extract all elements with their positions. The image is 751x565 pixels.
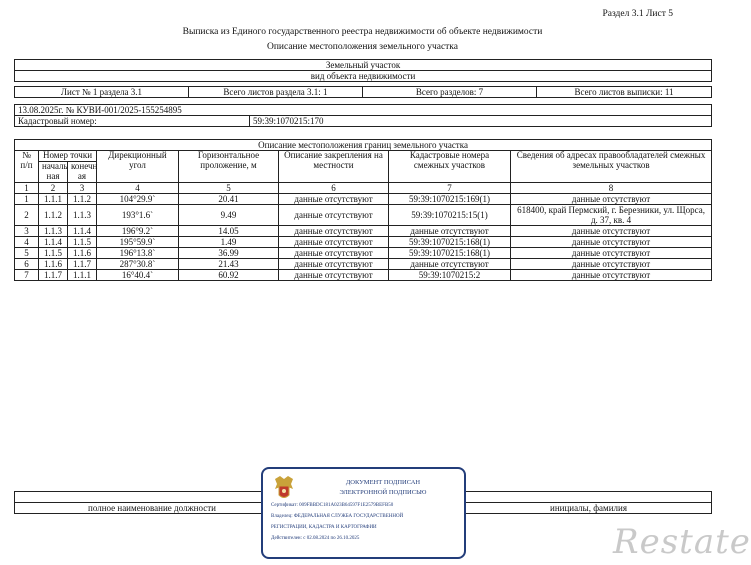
end-point: 1.1.7 [68, 259, 97, 270]
table-row [15, 226, 712, 237]
e-signature-stamp [261, 467, 466, 559]
name-blank [466, 492, 712, 503]
horizontal-length: 20.41 [179, 194, 279, 205]
sheet-label: Раздел 3.1 Лист 5 [602, 9, 673, 19]
fixation-description: данные отсутствуют [279, 270, 389, 281]
owner-address: 618400, край Пермский, г. Березники, ул. Щорса, д. 37, кв. 4 [511, 205, 712, 226]
horizontal-length: 60.92 [179, 270, 279, 281]
name-label: инициалы, фамилия [466, 503, 712, 514]
col-number: 1 [15, 183, 39, 194]
adjacent-cadastral: 59:39:1070215:2 [389, 270, 511, 281]
direction-angle: 104°29.9` [97, 194, 179, 205]
adjacent-cadastral: 59:39:1070215:15(1) [389, 205, 511, 226]
horizontal-length: 9.49 [179, 205, 279, 226]
adjacent-cadastral: 59:39:1070215:168(1) [389, 237, 511, 248]
header-angle: Дирекционный угол [97, 151, 179, 183]
row-number: 2 [15, 205, 39, 226]
owner-address: данные отсутствуют [511, 226, 712, 237]
watermark-logo: Restate [613, 522, 751, 562]
adjacent-cadastral: 59:39:1070215:168(1) [389, 248, 511, 259]
adjacent-cadastral: данные отсутствуют [389, 259, 511, 270]
stamp-owner-line2: РЕГИСТРАЦИИ, КАДАСТРА И КАРТОГРАФИИ [271, 525, 377, 530]
stamp-subtitle: ЭЛЕКТРОННОЙ ПОДПИСЬЮ [339, 489, 427, 496]
cadastral-label: Кадастровый номер: [15, 116, 250, 127]
document-subtitle: Описание местоположения земельного участка [266, 42, 459, 52]
col-number: 5 [179, 183, 279, 194]
document-title: Выписка из Единого государственного реестра недвижимости об объекте недвижимости [182, 27, 543, 37]
row-number: 3 [15, 226, 39, 237]
row-number: 4 [15, 237, 39, 248]
table-row [15, 194, 712, 205]
end-point: 1.1.6 [68, 248, 97, 259]
col-number: 4 [97, 183, 179, 194]
stamp-validity: Действителен: с 02.08.2024 по 26.10.2025 [271, 536, 360, 541]
col-number: 3 [68, 183, 97, 194]
horizontal-length: 14.05 [179, 226, 279, 237]
table-row [15, 270, 712, 281]
fixation-description: данные отсутствуют [279, 205, 389, 226]
sections-total: Всего разделов: 7 [363, 87, 537, 98]
position-label: полное наименование должности [15, 503, 290, 514]
fixation-description: данные отсутствуют [279, 248, 389, 259]
direction-angle: 193°1.6` [97, 205, 179, 226]
owner-address: данные отсутствуют [511, 194, 712, 205]
sheet-info: Лист № 1 раздела 3.1 [15, 87, 189, 98]
adjacent-cadastral: 59:39:1070215:169(1) [389, 194, 511, 205]
sheets-total: Всего листов выписки: 11 [537, 87, 712, 98]
owner-address: данные отсутствуют [511, 270, 712, 281]
end-point: 1.1.4 [68, 226, 97, 237]
col-number: 2 [39, 183, 68, 194]
start-point: 1.1.1 [39, 194, 68, 205]
end-point: 1.1.1 [68, 270, 97, 281]
direction-angle: 287°30.8` [97, 259, 179, 270]
row-number: 7 [15, 270, 39, 281]
row-number: 5 [15, 248, 39, 259]
col-number: 8 [511, 183, 712, 194]
object-kind: вид объекта недвижимости [15, 71, 712, 82]
table-row [15, 259, 712, 270]
col-number: 6 [279, 183, 389, 194]
header-end: конечн ая [68, 162, 97, 183]
header-fix-desc: Описание закрепления на местности [279, 151, 389, 183]
horizontal-length: 36.99 [179, 248, 279, 259]
meta-table [14, 104, 712, 127]
owner-address: данные отсутствуют [511, 237, 712, 248]
horizontal-length: 21.43 [179, 259, 279, 270]
coat-of-arms-icon [271, 473, 297, 503]
start-point: 1.1.3 [39, 226, 68, 237]
start-point: 1.1.5 [39, 248, 68, 259]
direction-angle: 196°13.8` [97, 248, 179, 259]
header-start: началь ная [39, 162, 68, 183]
boundaries-table [14, 139, 712, 281]
start-point: 1.1.6 [39, 259, 68, 270]
fixation-description: данные отсутствуют [279, 226, 389, 237]
start-point: 1.1.7 [39, 270, 68, 281]
header-owners: Сведения об адресах правообладателей смежных земельных участков [511, 151, 712, 183]
table-row [15, 248, 712, 259]
adjacent-cadastral: данные отсутствуют [389, 226, 511, 237]
date-number: 13.08.2025г. № КУВИ-001/2025-155254895 [15, 105, 712, 116]
start-point: 1.1.4 [39, 237, 68, 248]
col-number: 7 [389, 183, 511, 194]
end-point: 1.1.3 [68, 205, 97, 226]
cadastral-number: 59:39:1070215:170 [250, 116, 712, 127]
sheets-in-section: Всего листов раздела 3.1: 1 [189, 87, 363, 98]
row-number: 6 [15, 259, 39, 270]
end-point: 1.1.2 [68, 194, 97, 205]
stamp-title: ДОКУМЕНТ ПОДПИСАН [345, 479, 421, 486]
owner-address: данные отсутствуют [511, 248, 712, 259]
header-num: № п/п [15, 151, 39, 183]
row-number: 1 [15, 194, 39, 205]
direction-angle: 16°40.4` [97, 270, 179, 281]
horizontal-length: 1.49 [179, 237, 279, 248]
stamp-owner-line1: Владелец: ФЕДЕРАЛЬНАЯ СЛУЖБА ГОСУДАРСТВЕННОЙ [271, 514, 404, 519]
header-length: Горизонтальное проложение, м [179, 151, 279, 183]
stamp-certificate: Сертификат: 009FBBDC181A023B64597F1E2579BEFB50 [271, 503, 394, 508]
fixation-description: данные отсутствуют [279, 237, 389, 248]
table-row [15, 205, 712, 226]
end-point: 1.1.5 [68, 237, 97, 248]
fixation-description: данные отсутствуют [279, 194, 389, 205]
owner-address: данные отсутствуют [511, 259, 712, 270]
header-adjacent: Кадастровые номера смежных участков [389, 151, 511, 183]
start-point: 1.1.2 [39, 205, 68, 226]
header-point-no: Номер точки [39, 151, 97, 162]
header-table [14, 59, 712, 98]
object-type: Земельный участок [15, 60, 712, 71]
direction-angle: 196°9.2` [97, 226, 179, 237]
boundaries-title: Описание местоположения границ земельного участка [15, 140, 712, 151]
fixation-description: данные отсутствуют [279, 259, 389, 270]
position-blank [15, 492, 290, 503]
table-row [15, 237, 712, 248]
direction-angle: 195°59.9` [97, 237, 179, 248]
